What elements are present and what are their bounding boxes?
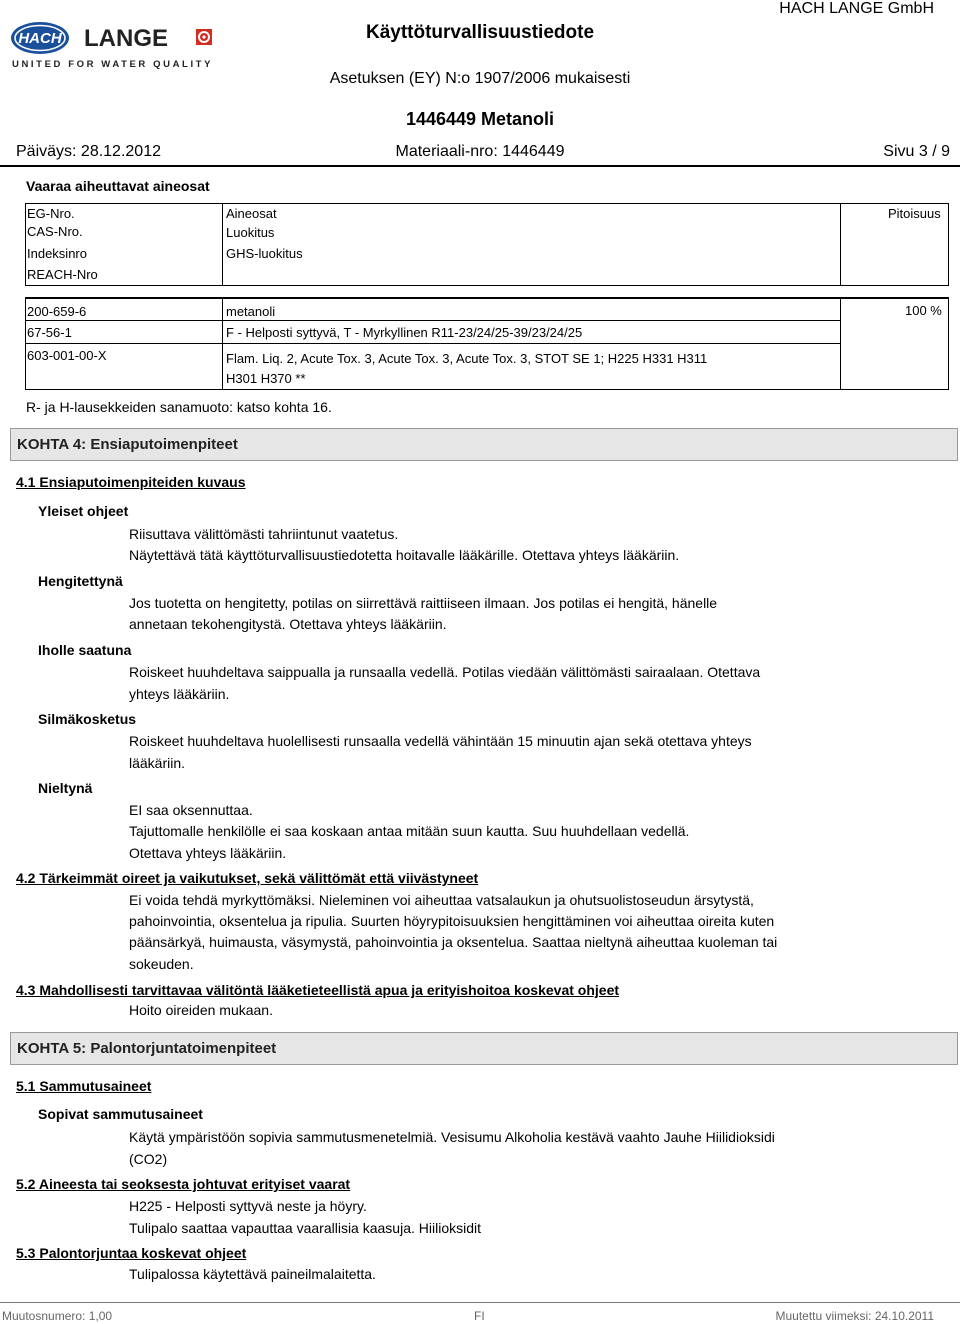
inhaled-line-1: Jos tuotetta on hengitetty, potilas on siirrettävä raittiiseen ilmaan. Jos potilas ei hengitä, hänelle — [129, 595, 718, 611]
section-4-header — [10, 428, 958, 461]
swallowed-label: Nieltynä — [38, 780, 93, 796]
header-divider — [0, 165, 960, 167]
symptoms-line-2: pahoinvointia, oksentelua ja ripulia. Suurten höyrypitoisuuksien hengittäminen voi aiheuttaa oireita kuten — [129, 913, 775, 929]
header-concentration: Pitoisuus — [888, 206, 941, 221]
row-divider-1 — [25, 320, 841, 321]
skin-label: Iholle saatuna — [38, 642, 132, 658]
special-hazard-line-1: H225 - Helposti syttyvä neste ja höyry. — [129, 1198, 367, 1214]
row-divider-2 — [25, 343, 841, 344]
inhaled-line-2: annetaan tekohengitystä. Otettava yhteys lääkäriin. — [129, 616, 447, 632]
symptoms-line-4: sokeuden. — [129, 956, 194, 972]
firefighting-advice: Tulipalossa käytettävä paineilmalaitetta. — [129, 1266, 376, 1282]
last-modified: Muutettu viimeksi: 24.10.2011 — [775, 1309, 934, 1323]
symptoms-line-1: Ei voida tehdä myrkyttömäksi. Nieleminen voi aiheuttaa vatsalaukun ja ohutsuolistoseudun ärsytystä, — [129, 892, 754, 908]
row-concentration: 100 % — [905, 303, 942, 318]
suitable-media-line-2: (CO2) — [129, 1151, 168, 1167]
header-reach: REACH-Nro — [27, 267, 98, 282]
section-4-title: KOHTA 4: Ensiaputoimenpiteet — [17, 436, 238, 453]
company-name: HACH LANGE GmbH — [779, 0, 934, 17]
header-cas: CAS-Nro. — [27, 224, 83, 239]
logo-name: LANGE — [84, 25, 168, 52]
symptoms-line-3: päänsärkyä, huimausta, väsymystä, pahoinvointia ja oksentelua. Saattaa nieltynä aiheuttaa kuoleman tai — [129, 934, 778, 950]
special-hazard-line-2: Tulipalo saattaa vapauttaa vaarallisia kaasuja. Hiilioksidit — [129, 1220, 482, 1236]
skin-line-1: Roiskeet huuhdeltava saippualla ja runsaalla vedellä. Potilas viedään välittömästi sairaalaan. Otettava — [129, 664, 761, 680]
row-ghs-line2: H301 H370 ** — [226, 371, 306, 386]
subsection-5-1: 5.1 Sammutusaineet — [16, 1078, 152, 1094]
subsection-5-3: 5.3 Palontorjuntaa koskevat ohjeet — [16, 1245, 247, 1261]
skin-line-2: yhteys lääkäriin. — [129, 686, 230, 702]
header-substance: Aineosat — [226, 206, 277, 221]
eye-label: Silmäkosketus — [38, 711, 137, 727]
swallowed-line-2: Tajuttomalle henkilölle ei saa koskaan antaa mitään suun kautta. Suu huuhdellaan vedellä. — [129, 823, 690, 839]
row-ghs-line1: Flam. Liq. 2, Acute Tox. 3, Acute Tox. 3, Acute Tox. 3, STOT SE 1; H225 H331 H311 — [226, 351, 708, 366]
subsection-4-2: 4.2 Tärkeimmät oireet ja vaikutukset, sekä välittömät että viivästyneet — [16, 870, 479, 886]
page-number: Sivu 3 / 9 — [883, 143, 950, 160]
treatment-text: Hoito oireiden mukaan. — [129, 1002, 273, 1018]
row-index: 603-001-00-X — [27, 348, 107, 363]
document-title: Käyttöturvallisuustiedote — [365, 22, 595, 43]
material-number: Materiaali-nro: 1446449 — [395, 143, 565, 160]
header-classification: Luokitus — [226, 225, 275, 240]
row-substance: metanoli — [226, 304, 276, 319]
section-5-title: KOHTA 5: Palontorjuntatoimenpiteet — [17, 1040, 277, 1057]
footer-divider — [0, 1302, 960, 1303]
regulation-text: Asetuksen (EY) N:o 1907/2006 mukaisesti — [329, 70, 631, 87]
row-classification: F - Helposti syttyvä, T - Myrkyllinen R11-23/24/25-39/23/24/25 — [226, 325, 583, 340]
logo-tagline: UNITED FOR WATER QUALITY — [12, 59, 214, 70]
header-ghs: GHS-luokitus — [226, 246, 303, 261]
header-col-substance — [222, 203, 841, 286]
swallowed-line-1: EI saa oksennuttaa. — [129, 802, 253, 818]
row-eg: 200-659-6 — [27, 304, 87, 319]
eye-line-1: Roiskeet huuhdeltava huolellisesti runsaalla vedellä vähintään 15 minuutin ajan sekä otettava yhteys — [129, 733, 752, 749]
header-eg: EG-Nro. — [27, 206, 75, 221]
logo-brand: HACH — [18, 30, 62, 47]
eye-line-2: lääkäriin. — [129, 755, 186, 771]
swallowed-line-3: Otettava yhteys lääkäriin. — [129, 845, 287, 861]
revision-number: Muutosnumero: 1,00 — [2, 1309, 113, 1323]
general-line-1: Riisuttava välittömästi tahriintunut vaatetus. — [129, 526, 399, 542]
suitable-media-label: Sopivat sammutusaineet — [38, 1106, 203, 1122]
inhaled-label: Hengitettynä — [38, 573, 123, 589]
document-date: Päiväys: 28.12.2012 — [16, 143, 161, 160]
subsection-4-3: 4.3 Mahdollisesti tarvittavaa välitöntä lääketieteellistä apua ja erityishoitoa koskevat ohjeet — [16, 982, 620, 998]
row-cas: 67-56-1 — [27, 325, 72, 340]
components-title: Vaaraa aiheuttavat aineosat — [26, 178, 210, 194]
language-code: FI — [474, 1309, 485, 1323]
general-line-2: Näytettävä tätä käyttöturvallisuustiedotetta hoitavalle lääkärille. Otettava yhteys lääkäriin. — [129, 547, 680, 563]
components-note: R- ja H-lausekkeiden sanamuoto: katso kohta 16. — [26, 399, 332, 415]
section-5-header — [10, 1032, 958, 1065]
suitable-media-line-1: Käytä ympäristöön sopivia sammutusmenetelmiä. Vesisumu Alkoholia kestävä vaahto Jauhe Hiilidioksidi — [129, 1129, 775, 1145]
subsection-4-1: 4.1 Ensiaputoimenpiteiden kuvaus — [16, 474, 246, 490]
header-index: Indeksinro — [27, 246, 87, 261]
subsection-5-2: 5.2 Aineesta tai seoksesta johtuvat erityiset vaarat — [16, 1176, 351, 1192]
general-label: Yleiset ohjeet — [38, 503, 129, 519]
product-name: 1446449 Metanoli — [405, 109, 555, 129]
